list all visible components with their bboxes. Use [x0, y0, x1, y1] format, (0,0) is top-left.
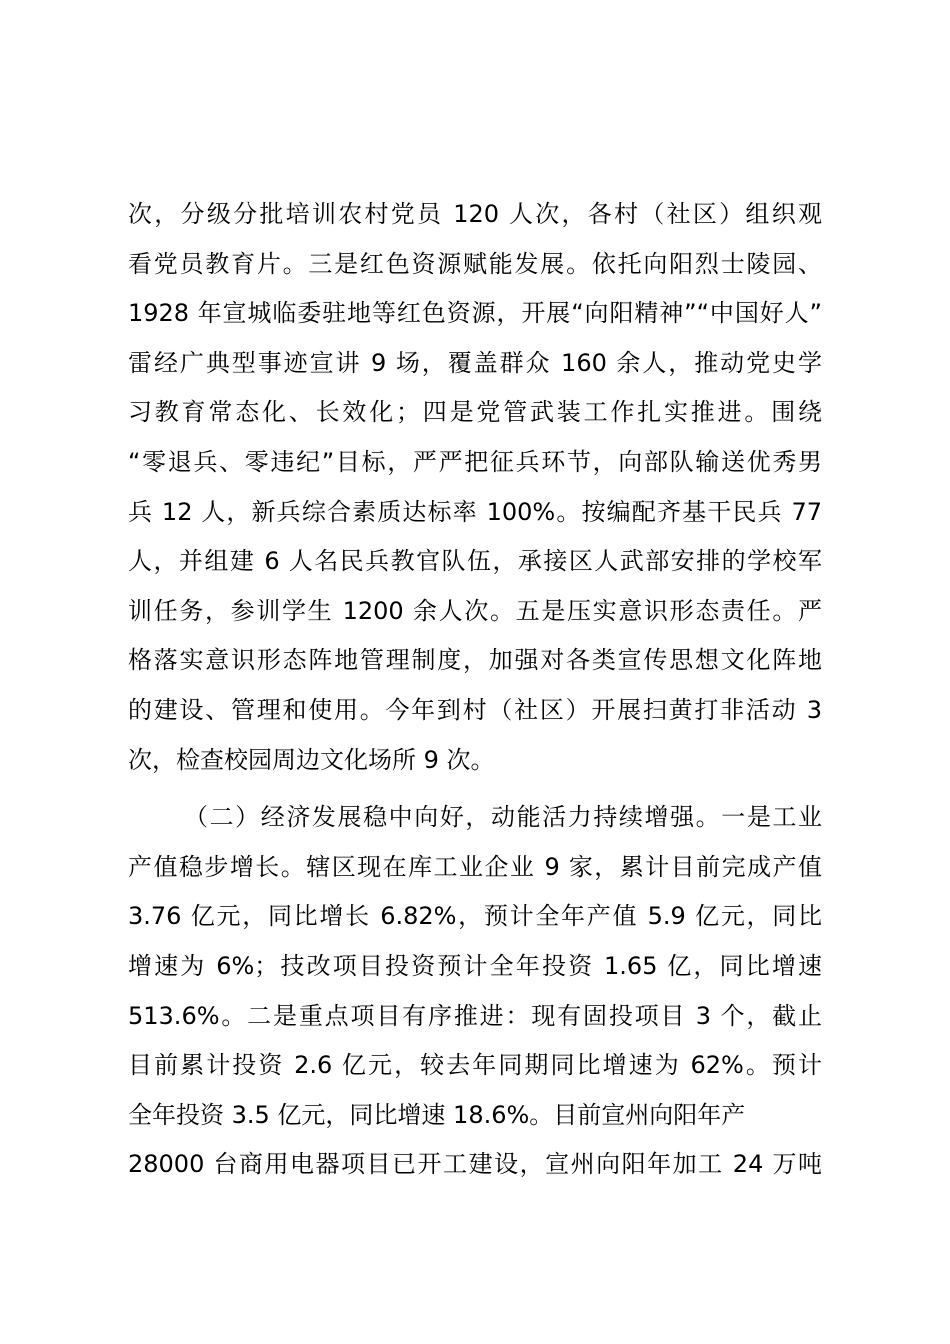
text-line-last: 次，检查校园周边文化场所 9 次。	[128, 745, 495, 774]
document-body	[128, 190, 822, 1190]
text-line: 513.6%。二是重点项目有序推进：现有固投项目 3 个，截止	[128, 1001, 822, 1030]
text-line: 全年投资 3.5 亿元，同比增速 18.6%。目前宣州向阳年产	[128, 1100, 746, 1129]
text-line: 28000 台商用电器项目已开工建设，宣州向阳年加工 24 万吨	[128, 1150, 822, 1179]
paragraph-1	[128, 190, 822, 785]
text-line: 次，分级分批培训农村党员 120 人次，各村（社区）组织观	[128, 200, 822, 228]
text-line: 产值稳步增长。辖区现在库工业企业 9 家，累计目前完成产值	[128, 852, 822, 881]
text-line: 看党员教育片。三是红色资源赋能发展。依托向阳烈士陵园、	[128, 249, 822, 278]
text-line: 格落实意识形态阵地管理制度，加强对各类宣传思想文化阵地	[128, 646, 822, 675]
text-line: 雷经广典型事迹宣讲 9 场，覆盖群众 160 余人，推动党史学	[128, 348, 822, 377]
text-line: 习教育常态化、长效化；四是党管武装工作扎实推进。围绕	[128, 398, 822, 427]
text-line: 目前累计投资 2.6 亿元，较去年同期同比增速为 62%。预计	[128, 1051, 822, 1080]
text-line: 训任务，参训学生 1200 余人次。五是压实意识形态责任。严	[128, 596, 822, 625]
text-line: 兵 12 人，新兵综合素质达标率 100%。按编配齐基干民兵 77	[128, 497, 822, 526]
text-line-indented: （二）经济发展稳中向好，动能活力持续增强。一是工业	[184, 803, 822, 832]
text-line: 人，并组建 6 人名民兵教官队伍，承接区人武部安排的学校军	[128, 547, 822, 576]
text-line: 增速为 6%；技改项目投资预计全年投资 1.65 亿，同比增速	[128, 951, 822, 980]
paragraph-2	[128, 793, 822, 1190]
paragraph-gap	[128, 785, 822, 793]
text-line: 3.76 亿元，同比增长 6.82%，预计全年产值 5.9 亿元，同比	[128, 902, 822, 931]
text-line: 1928 年宣城临委驻地等红色资源，开展“向阳精神”“中国好人”	[128, 299, 822, 328]
text-line: 的建设、管理和使用。今年到村（社区）开展扫黄打非活动 3	[128, 695, 822, 724]
text-line: “零退兵、零违纪”目标，严严把征兵环节，向部队输送优秀男	[128, 447, 822, 476]
